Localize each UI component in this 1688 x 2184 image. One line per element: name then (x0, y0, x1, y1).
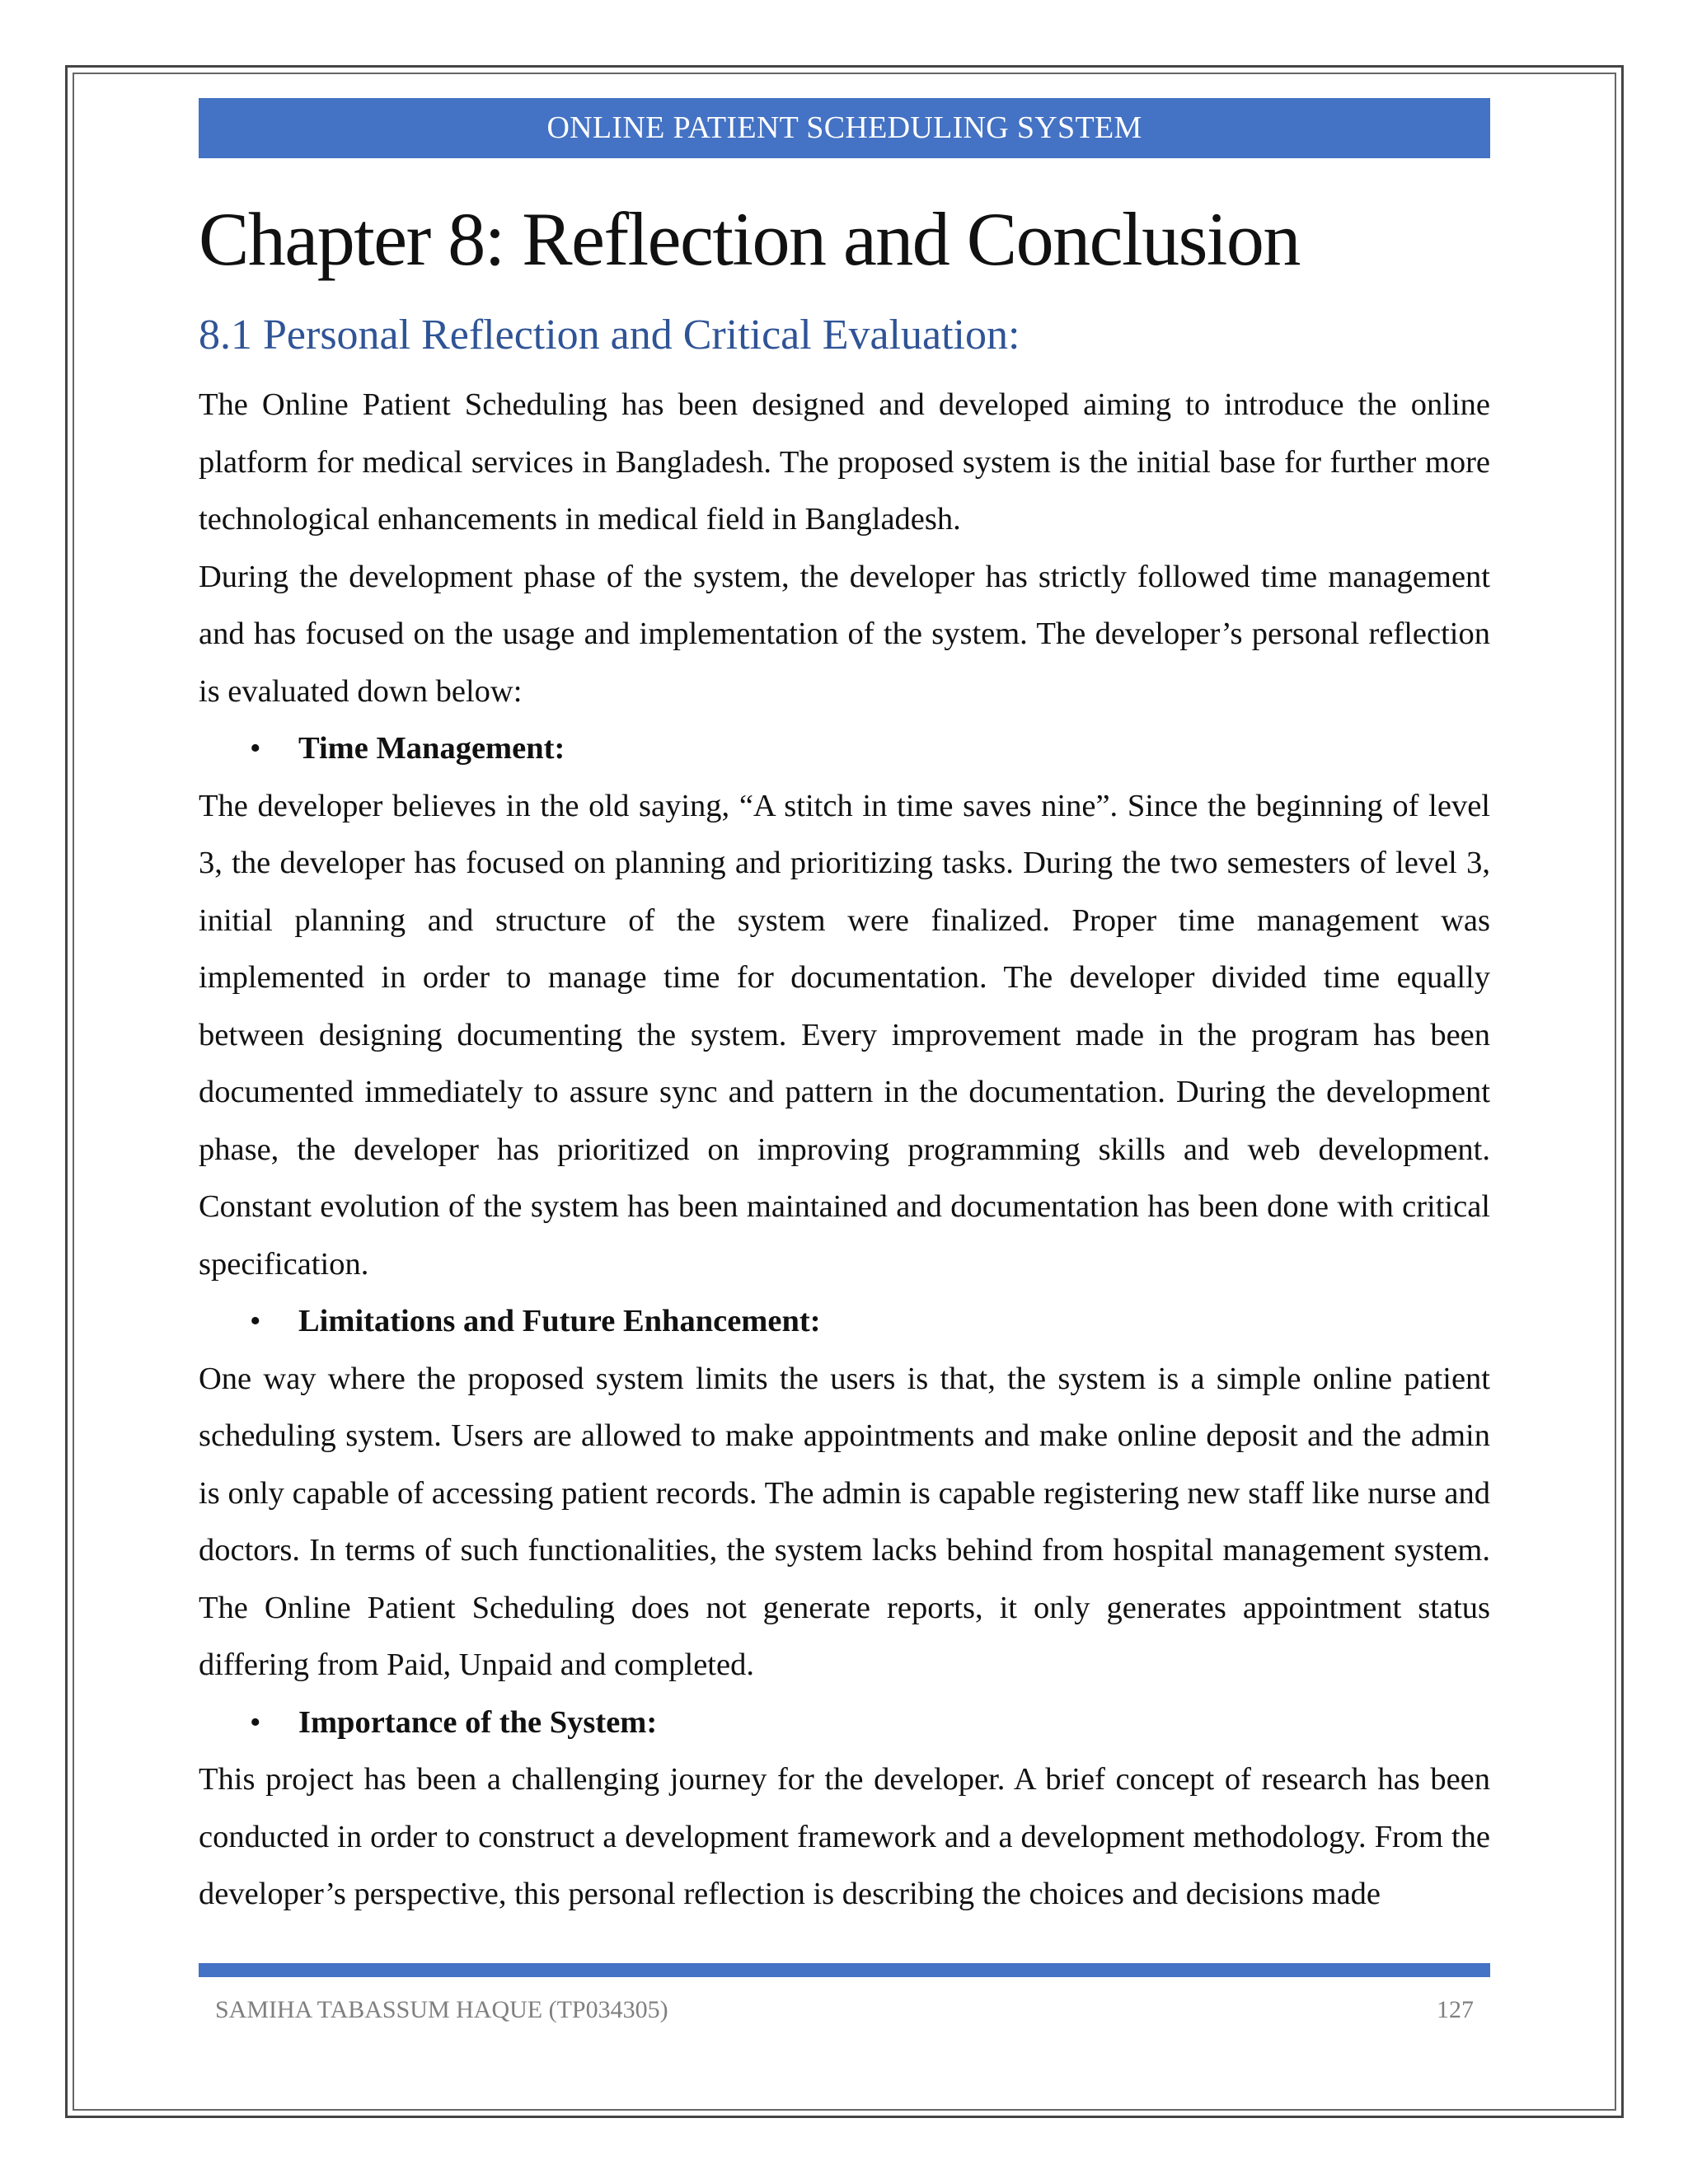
bullet-icon: • (250, 1704, 261, 1740)
page-number: 127 (1437, 1996, 1474, 2023)
limitations-paragraph: One way where the proposed system limits the users is that, the system is a simple online patient scheduling system. Users are allowed to make appointments and make online deposit and the admin is only capable of accessing patient records. The admin is capable registering new staff like nurse and doctors. In terms of such functionalities, the system lacks behind from hospital management system. The Online Patient Scheduling does not generate reports, it only generates appointment status differing from Paid, Unpaid and completed. (199, 1361, 1490, 1683)
footer-rule (199, 1963, 1490, 1977)
bullet-icon: • (250, 1304, 261, 1339)
section-title: 8.1 Personal Reflection and Critical Evaluation: (199, 312, 1020, 359)
time-management-paragraph: The developer believes in the old saying, “A stitch in time saves nine”. Since the beginning of level 3, the developer has focused on planning and prioritizing tasks. During the two semesters of level 3, initial planning and structure of the system were finalized. Proper time management was implemented in order to manage time for documentation. The developer divided time equally between designing documenting the system. Every improvement made in the program has been documented immediately to assure sync and pattern in the documentation. During the development phase, the developer has prioritized on improving programming skills and web development. Constant evolution of the system has been maintained and documentation has been done with critical specification. (199, 788, 1490, 1282)
bullet-limitations (199, 1293, 1490, 1351)
bullet-label: Importance of the System: (298, 1704, 658, 1740)
bullet-icon: • (250, 731, 261, 766)
intro-paragraph: The Online Patient Scheduling has been designed and developed aiming to introduce the online platform for medical services in Bangladesh. The proposed system is the initial base for further more technological enhancements in medical field in Bangladesh. (199, 387, 1490, 537)
bullet-time-management (199, 720, 1490, 778)
bullet-importance (199, 1694, 1490, 1752)
importance-paragraph: This project has been a challenging journey for the developer. A brief concept of research has been conducted in order to construct a development framework and a development methodology. From the developer’s perspective, this personal reflection is describing the choices and decisions made (199, 1762, 1490, 1912)
page-content (199, 98, 1490, 1924)
bullet-label: Time Management: (298, 731, 565, 766)
chapter-title: Chapter 8: Reflection and Conclusion (199, 197, 1300, 281)
intro-paragraph-2: During the development phase of the system, the developer has strictly followed time management and has focused on the usage and implementation of the system. The developer’s personal reflection is evaluated down below: (199, 559, 1490, 709)
footer-author: SAMIHA TABASSUM HAQUE (TP034305) (215, 1996, 668, 2023)
running-header: ONLINE PATIENT SCHEDULING SYSTEM (199, 98, 1490, 158)
page-footer (215, 1996, 1474, 2024)
bullet-label: Limitations and Future Enhancement: (298, 1304, 821, 1339)
